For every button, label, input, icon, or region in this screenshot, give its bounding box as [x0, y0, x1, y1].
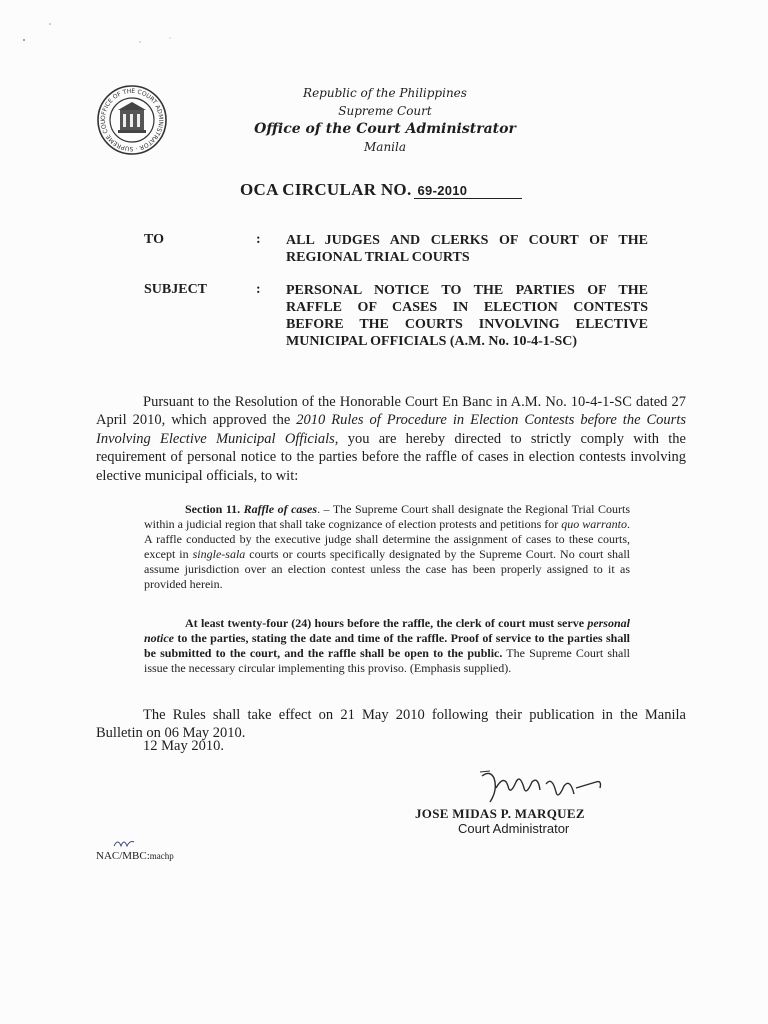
letterhead: [240, 84, 530, 156]
seal-text: OFFICE OF THE COURT ADMINISTRATOR · SUPREME COU: [99, 87, 165, 153]
scan-specks: [20, 20, 180, 50]
to-colon: :: [256, 232, 261, 247]
to-value: ALL JUDGES AND CLERKS OF COURT OF THE REGIONAL TRIAL COURTS: [286, 233, 648, 265]
document-date: 12 May 2010.: [143, 738, 224, 754]
circular-number: 69-2010: [414, 183, 522, 199]
quoted-section-11: Section 11. Raffle of cases. – The Supreme Court shall designate the Regional Trial Courts within a judicial region that shall take cognizance of election protests and petitions for quo warranto. A raffle conducted by the executive judge shall determine the assignment of cases to these courts, except in single-sala courts or courts specifically designated by the Supreme Court. No court shall assume jurisdiction over an election contest unless the case has been properly assigned to it as provided herein.: [144, 502, 631, 591]
subject-label: SUBJECT: [144, 282, 208, 297]
quoted-emphasis-paragraph: At least twenty-four (24) hours before the raffle, the clerk of court must serve personal notice to the parties, stating the date and time of the raffle. Proof of service to the parties shall be submitted to the court, and the raffle shall be open to the public. The Supreme Court shall issue the necessary circular implementing this proviso. (Emphasis supplied).: [144, 616, 631, 675]
signatory-name: JOSE MIDAS P. MARQUEZ: [415, 806, 585, 821]
body-paragraph-1: Pursuant to the Resolution of the Honorable Court En Banc in A.M. No. 10-4-1-SC dated 27 April 2010, which approved the 2010 Rules of Procedure in Election Contests before the Courts Involving Elective Municipal Officials, you are hereby directed to strictly comply with the requirement of personal notice to the parties before the raffle of cases in election contests involving elective municipal officials, to wit:: [96, 393, 686, 484]
letterhead-city: Manila: [364, 140, 406, 154]
court-seal-icon: [96, 84, 168, 156]
reference-initials: NAC/MBC:machp: [96, 850, 174, 862]
subject-colon: :: [256, 282, 261, 297]
letterhead-republic: Republic of the Philippines: [303, 86, 467, 100]
to-label: TO: [144, 232, 164, 247]
letterhead-court: Supreme Court: [338, 104, 432, 118]
initial-scribble-icon: [112, 836, 136, 850]
circular-label: OCA CIRCULAR NO.: [240, 180, 412, 199]
body-paragraph-2: The Rules shall take effect on 21 May 2010 following their publication in the Manila Bulletin on 06 May 2010.: [96, 706, 686, 741]
subject-value: PERSONAL NOTICE TO THE PARTIES OF THE RAFFLE OF CASES IN ELECTION CONTESTS BEFORE THE COURTS INVOLVING ELECTIVE MUNICIPAL OFFICIALS (A.M. No. 10-4-1-SC): [286, 283, 648, 349]
letterhead-office: Office of the Court Administrator: [254, 121, 516, 137]
circular-title: [240, 180, 522, 200]
signatory-title: Court Administrator: [458, 821, 570, 836]
